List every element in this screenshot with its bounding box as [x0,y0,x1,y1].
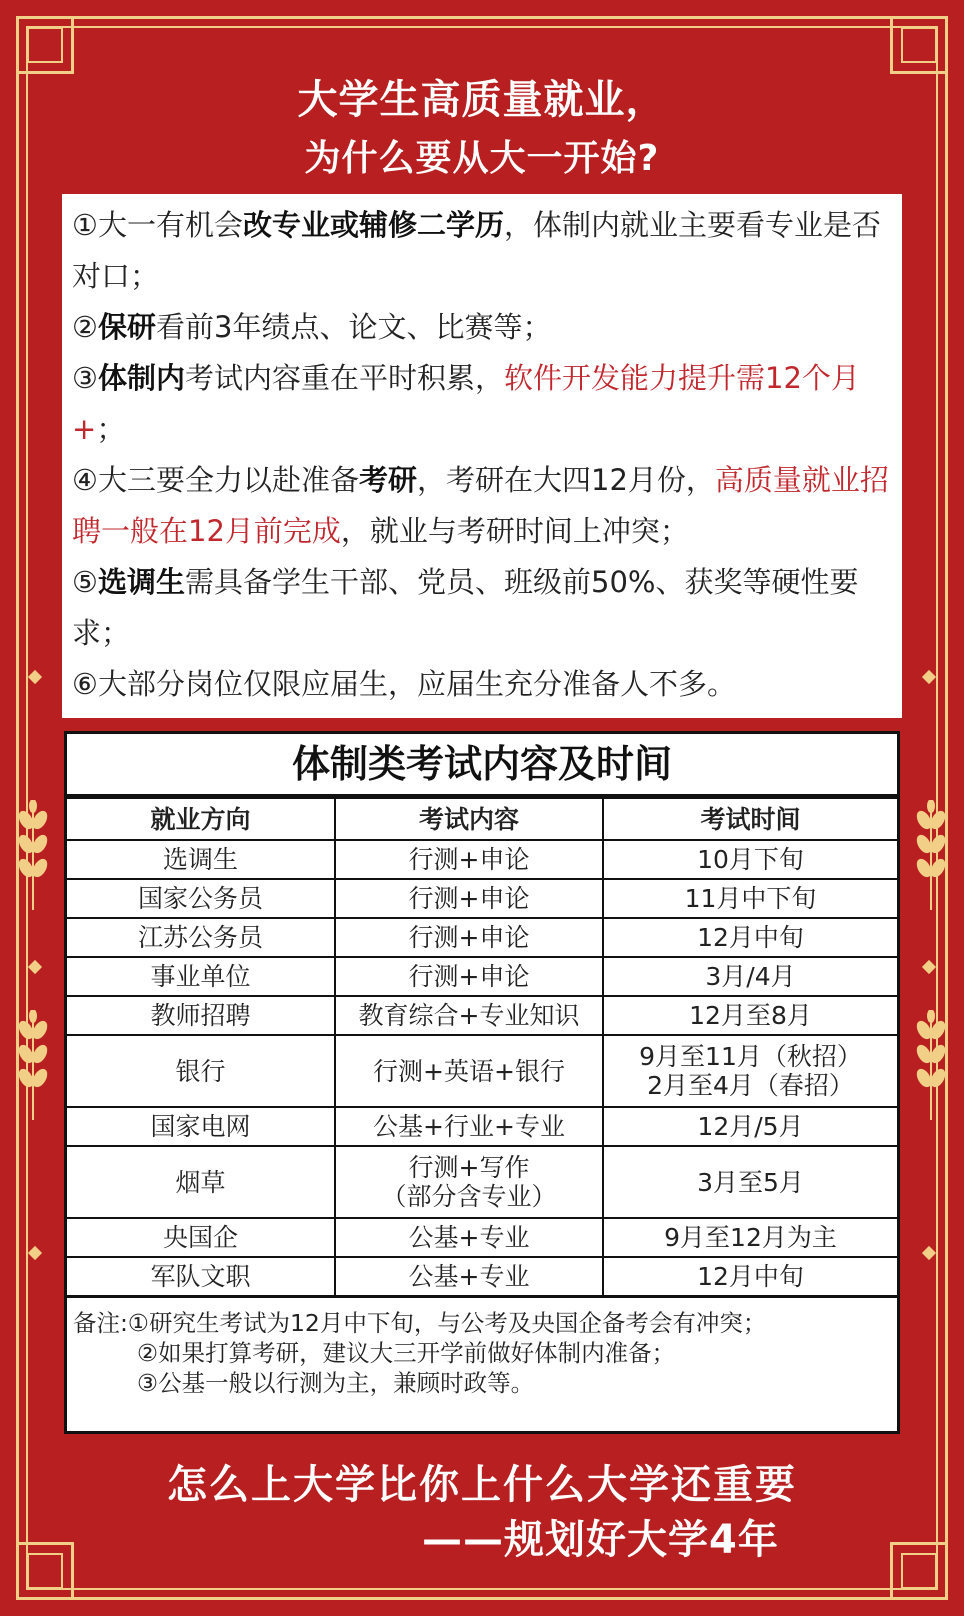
time-cell: 12月中旬 [603,1257,897,1296]
point-text: 需具备学生干部、党员、班级前50%、获奖等硬性要求； [72,565,859,650]
point-3 [72,353,892,455]
note-line: ②如果打算考研，建议大三开学前做好体制内准备； [137,1339,676,1367]
time-cell: 12月/5月 [603,1107,897,1146]
point-5 [72,557,892,659]
table-row [67,957,897,996]
corner-ornament-bottom-right [890,1542,948,1600]
table-row [67,840,897,879]
headline-line-2: 为什么要从大一开始? [304,138,660,179]
point-text: 考试内容重在平时积累， [185,361,505,395]
point-highlight: 软件开发能力提升需12个月+ [72,361,860,446]
time-cell: 12月至8月 [603,996,897,1035]
point-text: ，考研在大四12月份， [417,463,715,497]
content-line: （部分含专业） [381,1182,557,1211]
table-header-row [67,798,897,840]
time-cell: 12月中旬 [603,918,897,957]
content-cell: 行测+申论 [335,957,603,996]
point-4 [72,455,892,557]
slogan-line-2: ——规划好大学4年 [422,1517,779,1563]
headline-line-1: 大学生高质量就业， [297,77,667,123]
content-cell [335,1146,603,1218]
table-row [67,1257,897,1296]
corner-ornament-bottom-left [16,1542,74,1600]
point-text: 看前3年绩点、论文、比赛等； [156,310,552,344]
direction-cell: 央国企 [67,1218,335,1257]
direction-cell: 烟草 [67,1146,335,1218]
table-row [67,1218,897,1257]
point-1 [72,200,892,302]
content-cell: 公基+行业+专业 [335,1107,603,1146]
point-highlight: 高质量就业招聘一般在12月前完成 [72,463,889,548]
content-cell: 行测+申论 [335,879,603,918]
content-cell: 公基+专业 [335,1218,603,1257]
content-cell: 公基+专业 [335,1257,603,1296]
table-row [67,918,897,957]
time-cell: 11月中下旬 [603,879,897,918]
table-notes [67,1297,897,1398]
note-line: 备注:①研究生考试为12月中下旬，与公考及央国企备考会有冲突； [73,1309,767,1337]
time-cell: 3月至5月 [603,1146,897,1218]
column-header: 考试内容 [335,798,603,840]
table-row [67,879,897,918]
direction-cell: 事业单位 [67,957,335,996]
point-emphasis: 体制内 [98,361,186,395]
point-text: ； [96,412,126,446]
point-6 [72,659,892,710]
direction-cell: 军队文职 [67,1257,335,1296]
content-cell: 教育综合+专业知识 [335,996,603,1035]
content-cell: 行测+英语+银行 [335,1035,603,1107]
wheat-icon [914,1010,948,1120]
content-cell: 行测+申论 [335,918,603,957]
point-emphasis: 选调生 [98,565,186,599]
point-emphasis: 保研 [98,310,157,344]
wheat-icon [914,800,948,910]
wheat-icon [16,800,50,910]
direction-cell: 选调生 [67,840,335,879]
table-row [67,1146,897,1218]
corner-ornament-top-left [16,16,74,74]
exam-table-title: 体制类考试内容及时间 [67,734,897,797]
corner-ornament-top-right [890,16,948,74]
slogan-line-1: 怎么上大学比你上什么大学还重要 [167,1462,797,1508]
point-text: ② [72,310,98,344]
point-text: ①大一有机会 [72,208,243,242]
direction-cell: 国家公务员 [67,879,335,918]
wheat-icon [16,1010,50,1120]
point-text: ⑥大部分岗位仅限应届生，应届生充分准备人不多。 [72,667,736,701]
direction-cell: 教师招聘 [67,996,335,1035]
time-cell [603,1035,897,1107]
direction-cell: 国家电网 [67,1107,335,1146]
table-row [67,996,897,1035]
point-text: ③ [72,361,98,395]
content-line: 行测+写作 [408,1153,530,1182]
time-cell: 3月/4月 [603,957,897,996]
note-line: ③公基一般以行测为主，兼顾时政等。 [137,1369,535,1397]
time-cell: 10月下旬 [603,840,897,879]
point-text: ，就业与考研时间上冲突； [340,514,689,548]
column-header: 考试时间 [603,798,897,840]
direction-cell: 银行 [67,1035,335,1107]
table-row [67,1107,897,1146]
time-cell: 9月至12月为主 [603,1218,897,1257]
point-text: ④大三要全力以赴准备 [72,463,359,497]
content-cell: 行测+申论 [335,840,603,879]
key-points-panel [62,194,902,718]
time-line: 9月至11月（秋招） [639,1042,862,1071]
point-text: ，体制内就业主要看专业是否对口； [72,208,882,293]
exam-table [67,797,897,1297]
table-row [67,1035,897,1107]
exam-schedule-panel [64,731,900,1434]
column-header: 就业方向 [67,798,335,840]
point-emphasis: 改专业或辅修二学历 [243,208,505,242]
time-line: 2月至4月（春招） [647,1071,854,1100]
point-emphasis: 考研 [359,463,418,497]
point-2 [72,302,892,353]
point-text: ⑤ [72,565,98,599]
direction-cell: 江苏公务员 [67,918,335,957]
